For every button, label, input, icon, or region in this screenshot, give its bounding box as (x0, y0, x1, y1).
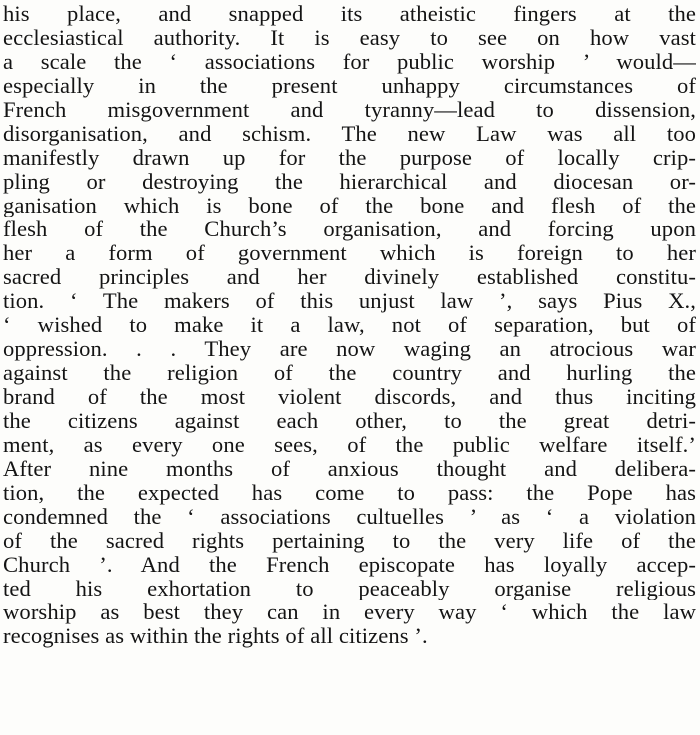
text-line: ‘ wished to make it a law, not of separation, but of (3, 313, 696, 338)
text-line: Church ’. And the French episcopate has loyally accep- (3, 552, 696, 577)
text-line: especially in the present unhappy circumstances of (3, 73, 696, 98)
text-line: ment, as every one sees, of the public welfare itself.’ (3, 432, 696, 457)
text-line: tion, the expected has come to pass: the Pope has (3, 480, 696, 505)
text-line: a scale the ‘ associations for public worship ’ would— (3, 49, 696, 74)
text-line: his place, and snapped its atheistic fingers at the (3, 2, 696, 26)
body-text (3, 2, 696, 648)
text-line: French misgovernment and tyranny—lead to dissension, (3, 97, 696, 122)
text-line: oppression. . . They are now waging an atrocious war (3, 337, 696, 362)
text-line: ted his exhortation to peaceably organise religious (3, 576, 696, 601)
text-line: against the religion of the country and hurling the (3, 361, 696, 385)
text-line: tion. ‘ The makers of this unjust law ’, says Pius X., (3, 289, 696, 314)
text-line: disorganisation, and schism. The new Law was all too (3, 121, 696, 146)
text-line-last: recognises as within the rights of all citizens ’. (3, 624, 428, 649)
text-line: of the sacred rights pertaining to the very life of the (3, 528, 696, 553)
text-line: condemned the ‘ associations cultuelles ’ as ‘ a violation (3, 504, 696, 529)
text-line: sacred principles and her divinely established constitu- (3, 265, 696, 290)
text-line: brand of the most violent discords, and thus inciting (3, 385, 696, 409)
text-line: flesh of the Church’s organisation, and forcing upon (3, 217, 696, 242)
text-line: her a form of government which is foreign to her (3, 241, 696, 266)
text-line: the citizens against each other, to the great detri- (3, 408, 696, 433)
text-line: After nine months of anxious thought and delibera- (3, 456, 696, 481)
text-line: worship as best they can in every way ‘ which the law (3, 600, 696, 625)
text-line: manifestly drawn up for the purpose of locally crip- (3, 145, 696, 170)
text-line: ecclesiastical authority. It is easy to see on how vast (3, 25, 696, 50)
text-line: pling or destroying the hierarchical and diocesan or- (3, 169, 696, 194)
text-line: ganisation which is bone of the bone and flesh of the (3, 193, 696, 218)
